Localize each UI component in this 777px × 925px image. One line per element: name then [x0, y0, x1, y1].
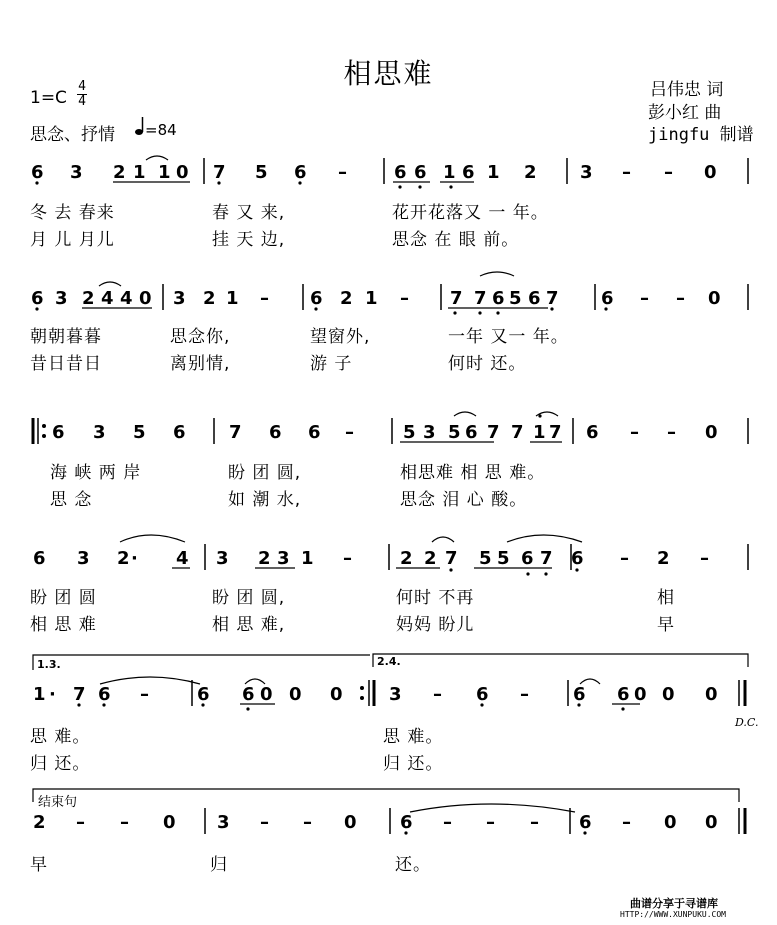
note: –	[120, 812, 129, 833]
note: 0	[176, 162, 189, 183]
note: 0	[705, 422, 718, 443]
expression-mark: 思念、抒情	[30, 125, 115, 145]
da-capo-mark: D.C.	[735, 716, 759, 729]
lyric-line: 盼 团 圆	[30, 588, 97, 608]
note: 7	[73, 684, 86, 705]
note: 3	[55, 288, 68, 309]
note: 6	[571, 548, 584, 569]
tempo-mark: =84	[145, 121, 177, 139]
note: 3	[277, 548, 290, 569]
note: –	[343, 548, 352, 569]
note: 6	[465, 422, 478, 443]
note: 6	[394, 162, 407, 183]
note: 6	[521, 548, 534, 569]
note: 5	[509, 288, 522, 309]
note: 3	[173, 288, 186, 309]
note: 2	[203, 288, 216, 309]
note: 5	[255, 162, 268, 183]
note: 7	[511, 422, 524, 443]
note: 6	[98, 684, 111, 705]
note: 6	[197, 684, 210, 705]
ending-label: 结束句	[38, 795, 78, 810]
note: –	[664, 162, 673, 183]
note: 1	[487, 162, 500, 183]
lyric-line: 妈妈 盼儿	[396, 615, 475, 635]
note: 7	[487, 422, 500, 443]
note: 6	[400, 812, 413, 833]
note: 0	[705, 812, 718, 833]
lyric-line: 归 还。	[30, 754, 91, 774]
note: –	[260, 288, 269, 309]
lyric-line: 一年 又一 年。	[448, 327, 569, 347]
lyric-line: 望窗外,	[310, 327, 371, 347]
time-signature-bottom: 4	[78, 94, 86, 109]
note: 3	[93, 422, 106, 443]
note: 6	[462, 162, 475, 183]
lyric-line: 何时 不再	[396, 588, 475, 608]
lyric-line: 思 难。	[383, 727, 444, 747]
note: 7	[546, 288, 559, 309]
note: 6	[31, 288, 44, 309]
note: –	[443, 812, 452, 833]
lyric-line: 相思难 相 思 难。	[400, 463, 546, 483]
note: 0	[705, 684, 718, 705]
note: –	[400, 288, 409, 309]
page-title: 相思难	[343, 57, 434, 90]
lyric-line: 思念你,	[170, 327, 231, 347]
note: 6	[173, 422, 186, 443]
volta-2-label: 2.4.	[377, 655, 401, 668]
notes-row-1	[31, 162, 717, 183]
note: 2	[340, 288, 353, 309]
ties-slurs	[99, 156, 600, 812]
note: 6	[52, 422, 65, 443]
note: –	[433, 684, 442, 705]
note: 5	[479, 548, 492, 569]
lyric-line: 昔日昔日	[30, 354, 102, 374]
note: 6	[586, 422, 599, 443]
note: 7	[229, 422, 242, 443]
footer-text: 曲谱分享于寻谱库	[630, 897, 718, 910]
note: 7	[540, 548, 553, 569]
underlines	[82, 182, 640, 704]
lyric-line: 月 儿 月儿	[30, 230, 115, 250]
note: –	[700, 548, 709, 569]
note: 0	[139, 288, 152, 309]
note: 0	[664, 812, 677, 833]
lyric-line: 如 潮 水,	[228, 490, 302, 510]
note: 4	[101, 288, 114, 309]
note: 6	[414, 162, 427, 183]
note: –	[630, 422, 639, 443]
note: 3	[580, 162, 593, 183]
note: 0	[289, 684, 302, 705]
note: 6	[269, 422, 282, 443]
note: 7	[213, 162, 226, 183]
note: 6	[573, 684, 586, 705]
lyricist-credit: 吕伟忠 词	[650, 80, 724, 100]
lyric-line: 早	[30, 855, 48, 875]
note: 4	[176, 548, 189, 569]
note: 7	[549, 422, 562, 443]
note: 1	[533, 422, 546, 443]
octave-dots	[35, 181, 624, 834]
note: 6	[294, 162, 307, 183]
note: 0	[662, 684, 675, 705]
note: 6	[492, 288, 505, 309]
note: 3	[70, 162, 83, 183]
note: 2	[424, 548, 437, 569]
lyric-line: 朝朝暮暮	[30, 327, 102, 347]
lyric-line: 盼 团 圆,	[212, 588, 286, 608]
note: 1	[443, 162, 456, 183]
note: 0	[634, 684, 647, 705]
note: 0	[330, 684, 343, 705]
lyric-line: 挂 天 边,	[212, 230, 286, 250]
note: 7	[445, 548, 458, 569]
key-signature: 1=C	[30, 88, 67, 108]
note: –	[622, 812, 631, 833]
note: 6	[310, 288, 323, 309]
lyric-line: 还。	[395, 855, 431, 875]
notes-row-4	[33, 548, 709, 569]
note: 1	[133, 162, 146, 183]
composer-credit: 彭小红 曲	[648, 103, 722, 123]
note: 2	[524, 162, 537, 183]
note: 5	[403, 422, 416, 443]
note: 1	[226, 288, 239, 309]
volta-1-label: 1.3.	[37, 658, 61, 671]
lyric-line: 思 难。	[30, 727, 91, 747]
lyric-line: 早	[657, 615, 675, 635]
note: –	[530, 812, 539, 833]
lyric-line: 相 思 难,	[212, 615, 286, 635]
note: 4	[120, 288, 133, 309]
lyric-line: 游 子	[310, 354, 353, 374]
note: 1	[301, 548, 314, 569]
lyric-line: 春 又 来,	[212, 203, 286, 223]
note: –	[338, 162, 347, 183]
note: 2	[400, 548, 413, 569]
lyric-line: 思念 泪 心 酸。	[400, 490, 528, 510]
note: 2	[33, 812, 46, 833]
note: 1	[158, 162, 171, 183]
note: –	[667, 422, 676, 443]
note: 6	[617, 684, 630, 705]
lyric-line: 何时 还。	[448, 354, 527, 374]
note: 0	[163, 812, 176, 833]
note: 2	[258, 548, 271, 569]
note: –	[676, 288, 685, 309]
note: 1	[365, 288, 378, 309]
note: 5	[133, 422, 146, 443]
note: 6	[308, 422, 321, 443]
note: 5	[497, 548, 510, 569]
lyric-line: 冬 去 春来	[30, 203, 115, 223]
note: 1	[33, 684, 46, 705]
lyric-line: 海 峡 两 岸	[50, 463, 142, 483]
note: ·	[49, 684, 56, 705]
note: –	[303, 812, 312, 833]
transcriber-credit: jingfu 制谱	[648, 125, 754, 145]
note: –	[345, 422, 354, 443]
note: 6	[476, 684, 489, 705]
notes-row-6	[33, 812, 718, 833]
notes-row-3	[52, 422, 718, 443]
note: ·	[131, 548, 138, 569]
note: 6	[528, 288, 541, 309]
lyric-line: 思念 在 眼 前。	[392, 230, 520, 250]
note: 6	[33, 548, 46, 569]
lyric-line: 离别情,	[170, 354, 231, 374]
note: –	[640, 288, 649, 309]
lyric-line: 归 还。	[383, 754, 444, 774]
note: –	[620, 548, 629, 569]
note: 3	[77, 548, 90, 569]
note: 3	[216, 548, 229, 569]
note: 6	[579, 812, 592, 833]
note: 2	[113, 162, 126, 183]
note: 0	[344, 812, 357, 833]
lyric-line: 思 念	[50, 490, 93, 510]
note: 7	[450, 288, 463, 309]
note: 3	[217, 812, 230, 833]
note: 2	[82, 288, 95, 309]
note: 2	[117, 548, 130, 569]
notes-row-2	[31, 288, 721, 309]
note: 0	[708, 288, 721, 309]
time-signature-top: 4	[78, 79, 86, 94]
note: 0	[704, 162, 717, 183]
lyric-line: 相 思 难	[30, 615, 97, 635]
note: –	[520, 684, 529, 705]
note: 0	[260, 684, 273, 705]
note: –	[140, 684, 149, 705]
note: –	[486, 812, 495, 833]
note: 6	[601, 288, 614, 309]
note: 5	[448, 422, 461, 443]
lyric-line: 盼 团 圆,	[228, 463, 302, 483]
note: –	[622, 162, 631, 183]
note: 2	[657, 548, 670, 569]
note: 3	[389, 684, 402, 705]
note: –	[260, 812, 269, 833]
lyric-line: 归	[210, 855, 228, 875]
lyric-line: 相	[657, 588, 675, 608]
note: 3	[423, 422, 436, 443]
note: 7	[474, 288, 487, 309]
lyric-line: 花开花落又 一 年。	[392, 203, 549, 223]
footer-url[interactable]: HTTP://WWW.XUNPUKU.COM	[620, 910, 726, 919]
note: –	[76, 812, 85, 833]
note: 6	[31, 162, 44, 183]
note: 6	[242, 684, 255, 705]
